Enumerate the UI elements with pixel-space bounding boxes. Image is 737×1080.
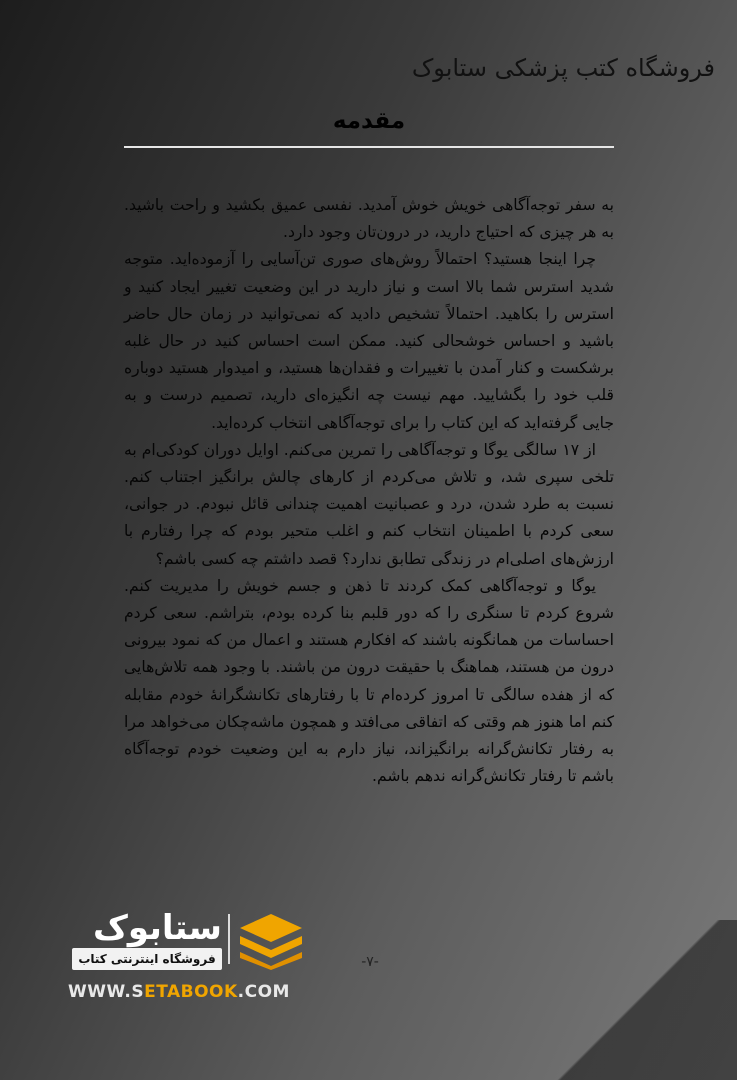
brand-logo: [60, 908, 320, 1008]
page-number: -۷-: [361, 954, 379, 970]
brand-tagline: فروشگاه اینترنتی کتاب: [72, 948, 222, 970]
corner-shade: [537, 920, 737, 1080]
book-stack-icon: [238, 912, 304, 970]
header-title: فروشگاه کتب پزشکی ستابوک: [411, 54, 715, 82]
url-prefix: WWW.S: [68, 982, 145, 1002]
url-suffix: .COM: [237, 982, 290, 1002]
brand-wordmark: ستابوک: [93, 908, 222, 948]
brand-url[interactable]: [68, 982, 318, 1002]
heading-divider: [124, 146, 614, 148]
url-highlight: ETABOOK: [144, 982, 238, 1002]
paragraph: یوگا و توجه‌آگاهی کمک کردند تا ذهن و جسم خویش را مدیریت کنم. شروع کردم تا سنگری را که دور قلبم بنا کرده بودم، بتراشم. سعی کردم احساسات من همانگونه باشند که افکارم هستند و اعمال من که نمود بیرونی درون من هستند، هماهنگ با حقیقت درون من باشند. با وجود همه تلاش‌هایی که از هفده سالگی تا امروز کرده‌ام تا با رفتارهای تکانشگرانهٔ خودم مقابله کنم اما هنوز هم وقتی که اتفاقی می‌افتد و همچون ماشه‌چکان می‌خواهد مرا به رفتار تکانش‌گرانه برانگیزاند، نیاز دارم به این وضعیت خودم توجه‌آگاه باشم تا رفتار تکانش‌گرانه ندهم باشم.: [124, 576, 614, 786]
body-text: [124, 192, 614, 790]
paragraph: چرا اینجا هستید؟ احتمالاً روش‌های صوری تن‌آسایی را آزموده‌اید. متوجه شدید استرس شما بالا است و نیاز دارید در این وضعیت تغییر ایجاد کنید و استرس را بکاهید. احتمالاً تشخیص دادید که نمی‌توانید در زمان حال حاضر باشید و احساس خوشحالی کنید. ممکن است احساس کنید در حال غلبه برشکست و کنار آمدن با تغییرات و فقدان‌ها هستید، و امیدوار هستید دوباره قلب خود را بگشایید. مهم نیست چه انگیزه‌ای دارید، تصمیم درست و به جایی گرفته‌اید که این کتاب را برای توجه‌آگاهی انتخاب کرده‌اید.: [124, 250, 614, 432]
paragraph: به سفر توجه‌آگاهی خویش خوش آمدید. نفسی عمیق بکشید و راحت باشید. به هر چیزی که احتیاج دارید، در درون‌تان وجود دارد.: [124, 196, 614, 242]
paragraph: از ۱۷ سالگی یوگا و توجه‌آگاهی را تمرین می‌کنم. اوایل دوران کودکی‌ام به تلخی سپری شد، و تلاش می‌کردم از کارهای چالش برانگیز اجتناب کنم. نسبت به طرد شدن، درد و عصبانیت اهمیت چندانی قائل نبودم. در جوانی، سعی کردم با اطمینان انتخاب کنم و اغلب متحیر بودم که چرا رفتارم با ارزش‌های اصلی‌ام در زندگی تطابق ندارد؟ قصد داشتم چه کسی باشم؟: [124, 440, 614, 568]
brand-divider: [228, 914, 230, 964]
section-heading: مقدمه: [332, 108, 406, 134]
